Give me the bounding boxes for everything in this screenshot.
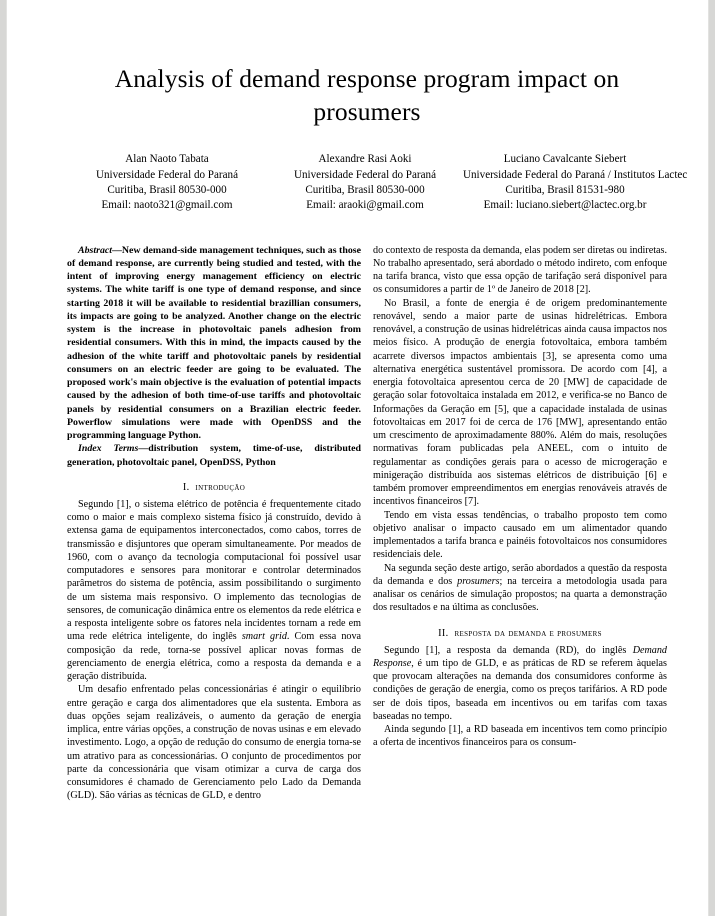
paper-page [7, 0, 708, 916]
abstract-paragraph [67, 244, 361, 443]
author-affiliation: Universidade Federal do Paraná / Institutos Lactec [463, 168, 688, 181]
paragraph-text-cont: , é um tipo de GLD, e as práticas de RD se referem àquelas que provocam alterações na demanda dos consumidores conforme às condições de geração de energia, como os preços tarifários. A RD pode ser de dois tipos, baseada em incentivos ou em tarifas com taxas baseadas no tempo. [373, 657, 667, 722]
section-numeral: I. [182, 481, 190, 493]
author-entry [463, 152, 688, 214]
paragraph [373, 562, 667, 615]
author-affiliation: Universidade Federal do Paraná [95, 168, 238, 181]
author-affiliation: Universidade Federal do Paraná [293, 168, 436, 181]
title-line-2: prosumers [313, 97, 421, 126]
section-heading-demand-response [373, 628, 667, 639]
emphasis-prosumers: prosumers [457, 575, 500, 587]
two-column-body [67, 244, 667, 803]
emphasis-smart-grid: smart grid [241, 631, 287, 643]
author-location: Curitiba, Brasil 80530-000 [107, 184, 227, 197]
paragraph-text-cont: . Com essa nova composição da rede, torna-se possível aplicar novas formas de gerenciamento de energia elétrica, como a resposta da demanda e a geração distribuída. [67, 631, 362, 683]
author-email: Email: luciano.siebert@lactec.org.br [483, 199, 647, 212]
abstract-label: Abstract [78, 244, 113, 256]
author-name: Luciano Cavalcante Siebert [503, 153, 627, 165]
title-line-1: Analysis of demand response program impact on [114, 64, 620, 93]
index-terms-text: distribution system, time-of-use, distributed generation, photovoltaic panel, OpenDSS, Python [67, 443, 362, 468]
paragraph: Tendo em vista essas tendências, o trabalho proposto tem como objetivo analisar o impacto causado em um alimentador quando implementados a tarifa branca e painéis fotovoltaicos nos consumidores residenciais dele. [373, 509, 667, 561]
section-heading-introduction [67, 482, 361, 493]
author-location: Curitiba, Brasil 81531-980 [505, 184, 625, 197]
left-column [67, 244, 361, 803]
paragraph-text-cont: ; na terceira a metodologia usada para analisar os cenários de simulação propostos; na quarta a demonstração dos resultados e na última as conclusões. [373, 575, 667, 614]
author-block [67, 152, 688, 214]
author-name: Alexandre Rasi Aoki [318, 153, 412, 165]
abstract-dash: — [112, 244, 122, 256]
paragraph: Ainda segundo [1], a RD baseada em incentivos tem como princípio a oferta de incentivos financeiros para os consum- [373, 724, 667, 749]
paragraph-text: Segundo [1], a resposta da demanda (RD), do inglês [384, 644, 633, 656]
author-entry [67, 152, 267, 214]
paragraph [373, 644, 667, 724]
author-location: Curitiba, Brasil 80530-000 [305, 184, 425, 197]
author-email: Email: araoki@gmail.com [306, 199, 424, 212]
right-column [373, 244, 667, 803]
author-name: Alan Naoto Tabata [125, 153, 209, 165]
paragraph-text: Na segunda seção deste artigo, serão abordados a questão da resposta da demanda e dos [373, 562, 667, 587]
section-title: resposta da demanda e prosumers [454, 627, 602, 639]
paragraph-text: Segundo [1], o sistema elétrico de potência é frequentemente citado como o maior e mais complexo sistema físico já construído, devido à extensa gama de equipamentos interconectados, como cabos, torres de transmissão e disjuntores que operam simultaneamente. Por meados de 1960, com o avanço da tecnologia computacional foi possível usar computadores e sensores para monitorar e controlar determinados parâmetros do sistema de potência, assim possibilitando o surgimento de um sistema mais responsivo. O implemento das tecnologias de sensores, de comunicação dinâmica entre os elementos da rede elétrica e a resposta inteligente sobre os fatores nela incidentes tornam a rede em uma rede elétrica inteligente, do inglês [67, 498, 361, 643]
index-terms-paragraph [67, 442, 361, 469]
paragraph [67, 498, 361, 684]
author-entry [267, 152, 463, 214]
section-numeral: II. [438, 627, 449, 639]
paragraph: No Brasil, a fonte de energia é de origem predominantemente renovável, sendo a maior parte de usinas hidrelétricas. Embora renovável, a construção de usinas hidrelétricas ainda causa impactos nos meios físico. A produção de energia fotovoltaica, embora também acarrete diversos impactos ambientais [3], se apresenta como uma alternativa energética sustentável promissora. De acordo com [4], a energia fotovoltaica apresentou cerca de 20 [MW] de capacidade de geração solar fotovoltaica instalada em 2012, e verifica-se no Banco de Informações da Geração em [5], que a capacidade instalada de usinas fotovoltaicas em 2017 foi de cerca de 176 [MW], apresentando então um crescimento de aproximadamente 880%. Além do mais, resoluções normativas foram publicadas pela ANEEL, com o intuito de regulamentar as condições gerais para o acesso de microgeração e minigeração distribuída aos sistemas elétricos de distribuição [6] e também promover empreendimentos em energias renováveis através de incentivos financeiros [7]. [373, 297, 667, 508]
abstract-text: New demand-side management techniques, such as those of demand response, are currently being studied and tested, with the intent of improving energy management efficiency on electric systems. The white tariff is one type of demand response, and since starting 2018 it will be available to residential brazillian consumers, its impacts are going to be analyzed. Another change on the electric system is the increase in photovoltaic panels adhesion from residential consumers. With this in mind, the impacts caused by the adhesion of the white tariff and photovoltaic panels by residential consumers on an electric feeder are going to be evaluated. The proposed work's main objective is the evaluation of potential impacts caused by the adhesion of both time-of-use tariffs and photovoltaic panels by residential consumers on a Brazilian electric feeder. Powerflow simulations were made with OpenDSS and the programming language Python. [67, 244, 361, 442]
paper-content-area [67, 0, 688, 916]
page-title [67, 0, 667, 128]
index-terms-dash: — [138, 443, 149, 455]
index-terms-label: Index Terms [78, 443, 139, 455]
author-email: Email: naoto321@gmail.com [101, 199, 233, 212]
emphasis-demand-response: Demand Response [373, 644, 667, 669]
paragraph: do contexto de resposta da demanda, elas podem ser diretas ou indiretas. No trabalho apresentado, será abordado o método indireto, com enfoque na tarifa branca, visto que essa opção de tarifação será disponível para os consumidores a partir de 1º de Janeiro de 2018 [2]. [373, 244, 667, 296]
paragraph: Um desafio enfrentado pelas concessionárias é atingir o equilíbrio entre geração e carga dos alimentadores que ela sustenta. Embora as duas opções sejam realizáveis, o aumento da geração de energia implica, entre várias opções, a construção de novas usinas e em elevado investimento. Logo, a opção de redução do consumo de energia torna-se um atrativo para as concessionárias. O conjunto de procedimentos por parte da concessionária que visam otimizar a curva de carga dos consumidores é chamado de Gerenciamento pelo Lado da Demanda (GLD). São várias as técnicas de GLD, e dentro [67, 684, 361, 802]
section-title: introdução [195, 481, 246, 493]
